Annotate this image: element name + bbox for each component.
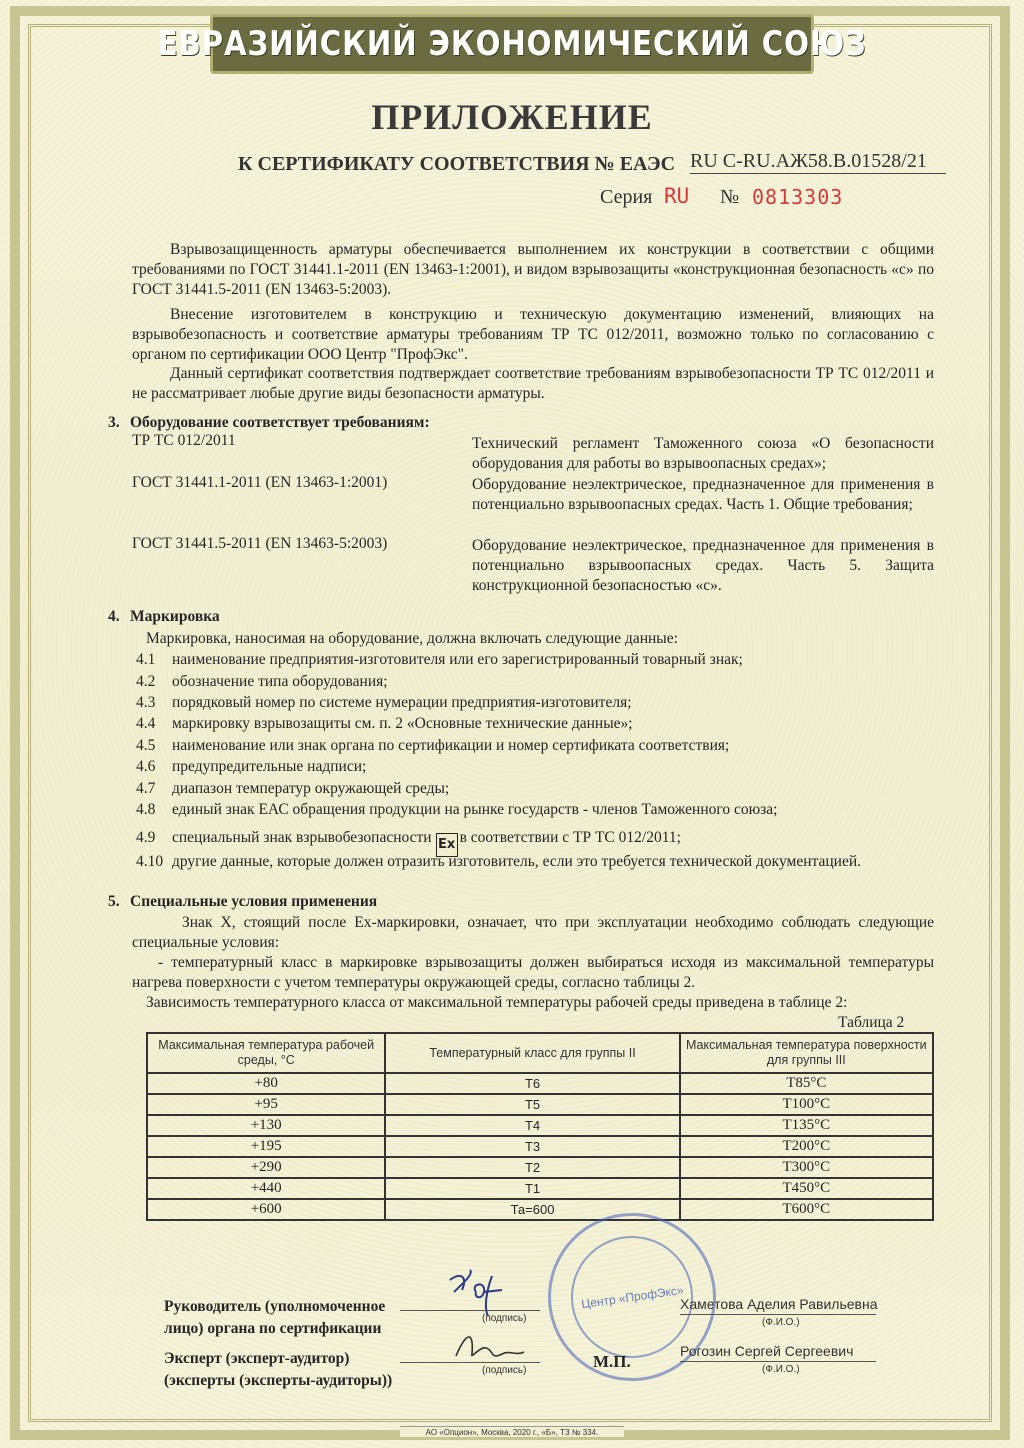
- marking-item-text: специальный знак взрывобезопасности: [172, 829, 432, 846]
- section-4-title: Маркировка: [130, 608, 220, 625]
- intro-paragraph-3: Данный сертификат соответствия подтверждает соответствие требованиям взрывобезопасности ТР ТС 012/2011 и не рассматривает любые другие виды безопасности арматуры.: [132, 365, 934, 402]
- table-cell: +130: [147, 1115, 385, 1136]
- name-line: [680, 1361, 876, 1362]
- table-row: [147, 1115, 933, 1136]
- marking-item-number: 4.8: [136, 801, 156, 818]
- table-cell: Т6: [385, 1073, 679, 1094]
- table-caption: Таблица 2: [838, 1014, 905, 1031]
- special-conditions-paragraph: Знак Х, стоящий после Ех-маркировки, означает, что при эксплуатации необходимо соблюдать следующие специальные условия:: [132, 914, 934, 951]
- marking-item: [136, 780, 449, 798]
- marking-item-number: 4.10: [136, 853, 164, 870]
- section-4-number: 4.: [108, 608, 120, 625]
- table-row: [147, 1094, 933, 1115]
- standard-code: ГОСТ 31441.1-2011 (EN 13463-1:2001): [132, 474, 388, 491]
- table-header-cell: Максимальная температура поверхности для группы III: [680, 1033, 933, 1073]
- table-cell: +440: [147, 1178, 385, 1199]
- marking-intro: Маркировка, наносимая на оборудование, должна включать следующие данные:: [146, 630, 678, 647]
- signature-line: [400, 1310, 540, 1311]
- temperature-class-paragraph: - температурный класс в маркировке взрывозащиты должен выбираться исходя из максимальной температуры нагрева поверхности с учетом температуры окружающей среды, согласно таблицы 2.: [132, 954, 934, 991]
- marking-item-text: предупредительные надписи;: [172, 758, 367, 775]
- marking-item-number: 4.5: [136, 737, 156, 754]
- marking-item-text: обозначение типа оборудования;: [172, 673, 388, 690]
- stamp-center-text: Центр «ПрофЭкс»: [580, 1282, 684, 1312]
- temperature-table: [146, 1032, 934, 1221]
- blank-number: 0813303: [752, 185, 844, 209]
- table-row: [147, 1199, 933, 1220]
- marking-item: [136, 694, 632, 712]
- standard-code: ГОСТ 31441.5-2011 (EN 13463-5:2003): [132, 535, 388, 552]
- marking-item: [136, 758, 366, 776]
- table-header-cell: Максимальная температура рабочей среды, °С: [147, 1033, 385, 1073]
- table-cell: Т5: [385, 1094, 679, 1115]
- marking-item-number: 4.3: [136, 694, 156, 711]
- signature-line: [400, 1362, 540, 1363]
- head-signatory-label: Руководитель (уполномоченное лицо) органа по сертификации: [164, 1298, 386, 1337]
- table-header-cell: Температурный класс для группы II: [385, 1033, 679, 1073]
- marking-item-text: диапазон температур окружающей среды;: [172, 780, 450, 797]
- table-cell: Та=600: [385, 1199, 679, 1220]
- marking-item-number: 4.1: [136, 651, 156, 668]
- marking-item-number: 4.4: [136, 715, 156, 732]
- table-cell: Т85°С: [680, 1073, 933, 1094]
- table-cell: Т600°С: [680, 1199, 933, 1220]
- expert-signature: [450, 1326, 530, 1366]
- table-row: [147, 1073, 933, 1094]
- expert-name: Рогозин Сергей Сергеевич: [680, 1343, 854, 1359]
- series-value: RU: [664, 184, 690, 208]
- name-caption: (Ф.И.О.): [762, 1317, 800, 1328]
- section-5-title: Специальные условия применения: [130, 893, 378, 910]
- printer-footer: АО «Опцион», Москва, 2020 г., «Б», ТЗ № 334.: [400, 1426, 624, 1437]
- document-title: ПРИЛОЖЕНИЕ: [371, 97, 653, 137]
- standard-description: Технический регламент Таможенного союза «О безопасности оборудования для работы во взрывоопасных средах»;: [472, 435, 934, 472]
- marking-item-text: другие данные, которые должен отразить изготовитель, если это требуется технической документацией.: [172, 853, 861, 870]
- table-cell: Т2: [385, 1157, 679, 1178]
- table-header-row: [147, 1033, 933, 1073]
- series-label: Серия: [600, 186, 653, 208]
- seal-place-label: М.П.: [593, 1352, 631, 1371]
- table-cell: +600: [147, 1199, 385, 1220]
- marking-item: [136, 801, 777, 819]
- marking-item-text: наименование или знак органа по сертификации и номер сертификата соответствия;: [172, 737, 730, 754]
- section-4-heading: [108, 608, 220, 626]
- section-5-heading: [108, 893, 377, 911]
- standard-code: ТР ТС 012/2011: [132, 432, 236, 449]
- name-caption: (Ф.И.О.): [762, 1364, 800, 1375]
- table-cell: +195: [147, 1136, 385, 1157]
- table-cell: +95: [147, 1094, 385, 1115]
- marking-item: [136, 651, 743, 669]
- table-cell: +290: [147, 1157, 385, 1178]
- marking-item: [136, 673, 388, 691]
- table-cell: Т1: [385, 1178, 679, 1199]
- table-cell: Т300°С: [680, 1157, 933, 1178]
- union-banner: [157, 14, 867, 74]
- intro-paragraph-1: Взрывозащищенность арматуры обеспечивается выполнением их конструкции в соответствии с общими требованиями по ГОСТ 31441.1-2011 (EN 13463-1:2001), и видом взрывозащиты «конструкционная безопасность «с» по ГОСТ 31441.5-2011 (EN 13463-5:2003).: [132, 241, 934, 298]
- stamp-inner-ring: [571, 1236, 693, 1358]
- name-line: [680, 1314, 876, 1315]
- marking-item: [136, 852, 908, 872]
- marking-item-number: 4.2: [136, 673, 156, 690]
- marking-item-text: наименование предприятия-изготовителя или его зарегистрированный товарный знак;: [172, 651, 743, 668]
- section-3-number: 3.: [108, 414, 120, 431]
- table-row: [147, 1178, 933, 1199]
- marking-item-number: 4.9: [136, 829, 156, 846]
- table-cell: Т100°С: [680, 1094, 933, 1115]
- number-label: №: [720, 186, 740, 208]
- table-cell: Т4: [385, 1115, 679, 1136]
- signature-caption: (подпись): [482, 1313, 527, 1324]
- signature-caption: (подпись): [482, 1365, 527, 1376]
- certificate-number: RU С-RU.АЖ58.В.01528/21: [690, 150, 946, 174]
- head-signatory-name: Хаметова Аделия Равильевна: [680, 1296, 878, 1312]
- standard-description: Оборудование неэлектрическое, предназначенное для применения в потенциально взрывоопасных средах. Часть 5. Защита конструкционной безопасностью «с».: [472, 537, 934, 594]
- table-cell: Т200°С: [680, 1136, 933, 1157]
- ex-symbol-icon: Ex: [436, 833, 458, 857]
- union-banner-text: ЕВРАЗИЙСКИЙ ЭКОНОМИЧЕСКИЙ СОЮЗ: [157, 24, 867, 64]
- marking-item: [136, 715, 633, 733]
- document-subtitle: К СЕРТИФИКАТУ СООТВЕТСТВИЯ № ЕАЭС: [238, 153, 676, 175]
- table-row: [147, 1157, 933, 1178]
- marking-item-text: единый знак ЕАС обращения продукции на рынке государств - членов Таможенного союза;: [172, 801, 778, 818]
- table-row: [147, 1136, 933, 1157]
- table-cell: Т450°С: [680, 1178, 933, 1199]
- marking-item: [136, 737, 729, 755]
- marking-item-number: 4.6: [136, 758, 156, 775]
- marking-item-text: в соответствии с ТР ТС 012/2011;: [459, 829, 681, 846]
- section-5-number: 5.: [108, 893, 120, 910]
- marking-item-number: 4.7: [136, 780, 156, 797]
- table-cell: Т135°С: [680, 1115, 933, 1136]
- table-reference-paragraph: Зависимость температурного класса от максимальной температуры рабочей среды приведена в таблице 2:: [146, 994, 848, 1011]
- table-cell: Т3: [385, 1136, 679, 1157]
- expert-signatory-label: Эксперт (эксперт-аудитор) (эксперты (эксперты-аудиторы)): [164, 1350, 393, 1389]
- table-cell: +80: [147, 1073, 385, 1094]
- marking-item-text: маркировку взрывозащиты см. п. 2 «Основные технические данные»;: [172, 715, 633, 732]
- marking-item-text: порядковый номер по системе нумерации предприятия-изготовителя;: [172, 694, 632, 711]
- section-3-heading: [108, 414, 430, 432]
- section-3-title: Оборудование соответствует требованиям:: [130, 414, 430, 431]
- standard-description: Оборудование неэлектрическое, предназначенное для применения в потенциально взрывоопасных средах. Часть 1. Общие требования;: [472, 476, 934, 513]
- intro-paragraph-2: Внесение изготовителем в конструкцию и техническую документацию изменений, влияющих на взрывобезопасность и соответствие арматуры требованиям ТР ТС 012/2011, возможно только по согласованию с органом по сертификации ООО Центр "ПрофЭкс".: [132, 306, 934, 363]
